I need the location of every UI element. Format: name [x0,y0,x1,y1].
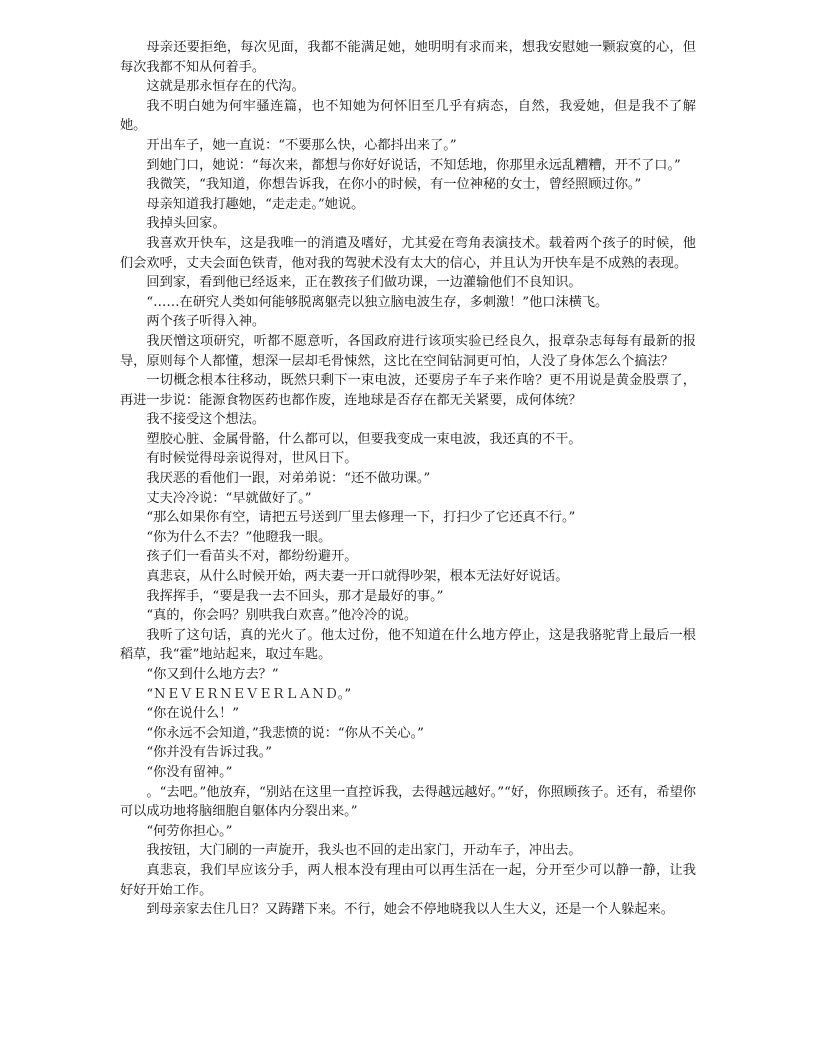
document-page [120,38,696,920]
paragraph: “你永远不会知道，”我悲愤的说：“你从不关心。” [146,725,424,741]
paragraph: 。“去吧。”他放弃，“别站在这里一直控诉我，去得越远越好。”“好，你照顾孩子。还有，希望你可以成功地将脑细胞自躯体内分裂出来。” [120,784,696,820]
paragraph: 两个孩子听得入神。 [146,314,266,330]
paragraph: “你又到什么地方去？” [146,667,279,682]
paragraph: 回到家，看到他已经返来，正在教孩子们做功课，一边灌输他们不良知识。 [146,275,582,291]
paragraph: “真的，你会吗？别哄我白欢喜。”他冷冷的说。 [146,608,418,624]
paragraph: 到她门口，她说：“每次来，都想与你好好说话，不知恁地，你那里永远乱糟糟，开不了口。” [146,157,681,173]
paragraph: 有时候觉得母亲说得对，世风日下。 [146,451,358,467]
paragraph: 孩子们一看苗头不对，都纷纷避开。 [146,549,358,565]
paragraph: 塑胶心脏、金属骨骼，什么都可以，但要我变成一束电波，我还真的不干。 [146,431,582,447]
paragraph: 真悲哀，从什么时候开始，两夫妻一开口就得吵架，根本无法好好说话。 [146,569,569,585]
paragraph: 我掉头回家。 [146,216,226,232]
paragraph: “何劳你担心。” [146,823,233,839]
paragraph: 一切概念根本往移动，既然只剩下一束电波，还要房子车子来作啥？更不用说是黄金股票了，再进一步说：能源食物医药也都作废，连地球是否存在都无关紧要，成何体统？ [120,373,696,408]
paragraph: 我微笑，“我知道，你想告诉我，在你小的时候，有一位神秘的女士，曾经照顾过你。” [146,177,642,193]
paragraph: 到母亲家去住几日？又踌躇下来。不行，她会不停地晓我以人生大义，还是一个人躲起来。 [146,902,674,918]
paragraph: “你并没有告诉过我。” [146,745,272,761]
paragraph: 我厌憎这项研究，听都不愿意听，各国政府进行该项实验已经良久，报章杂志每每有最新的报导，原则每个人都懂，想深一层却毛骨悚然，这比在空间钻洞更可怕，人没了身体怎么个搞法？ [120,333,696,369]
paragraph: 我喜欢开快车，这是我唯一的消遣及嗜好，尤其爱在弯角表演技术。载着两个孩子的时候，他们会欢呼，丈夫会面色铁青，他对我的驾驶术没有太大的信心，并且认为开快车是不成熟的表现。 [120,235,696,271]
paragraph: “你在说什么！” [146,706,239,722]
paragraph: 我不明白她为何牢骚连篇，也不知她为何怀旧至几乎有病态，自然，我爱她，但是我不了解她。 [120,98,696,134]
paragraph: 母亲还要拒绝，每次见面，我都不能满足她，她明明有求而来，想我安慰她一颗寂寞的心，但每次我都不知从何着手。 [120,40,696,75]
paragraph: 母亲知道我打趣她，“走走走。”她说。 [146,196,365,212]
paragraph: 我厌恶的看他们一跟，对弟弟说：“还不做功课。” [146,471,431,487]
paragraph: “ＮＥＶＥＲＮＥＶＥＲＬＡＮＤ。” [146,686,352,702]
paragraph: 丈夫冷冷说：“早就做好了。” [146,490,312,506]
paragraph: 我不接受这个想法。 [146,412,266,428]
paragraph: “……在研究人类如何能够脱离躯壳以独立脑电波生存，多刺激！”他口沫横飞。 [146,294,609,310]
paragraph: 这就是那永恒存在的代沟。 [146,79,305,95]
paragraph: “你没有留神。” [146,764,233,780]
paragraph: “那么如果你有空，请把五号送到厂里去修理一下，打扫少了它还真不行。” [146,510,576,526]
paragraph: 真悲哀，我们早应该分手，两人根本没有理由可以再生活在一起，分开至少可以静一静，让我好好开始工作。 [120,862,696,898]
paragraph: 我按钮，大门刷的一声旋开，我头也不回的走出家门，开动车子，冲出去。 [146,843,582,859]
paragraph: “你为什么不去？”他瞪我一眼。 [146,529,332,545]
paragraph: 我挥挥手，“要是我一去不回头，那才是最好的事。” [146,588,444,604]
paragraph: 我听了这句话，真的光火了。他太过份，他不知道在什么地方停止，这是我骆驼背上最后一根稻草，我“霍”地站起来，取过车匙。 [120,627,696,663]
paragraph: 开出车子，她一直说：“不要那么快，心都抖出来了。” [146,137,457,153]
